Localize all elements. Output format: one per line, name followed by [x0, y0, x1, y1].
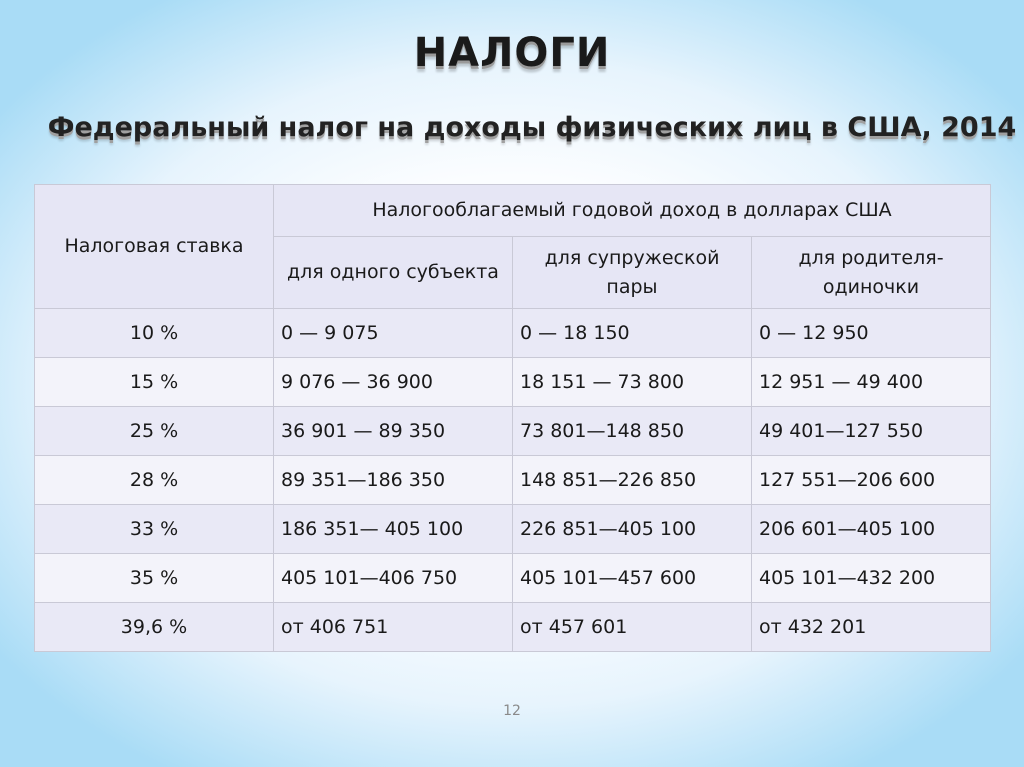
single-income-cell: 36 901 — 89 350: [274, 407, 513, 456]
rate-cell: 39,6 %: [35, 603, 274, 652]
single-income-cell: 0 — 9 075: [274, 309, 513, 358]
rate-cell: 25 %: [35, 407, 274, 456]
slide-subtitle: Федеральный налог на доходы физических лиц в США, 2014: [47, 112, 1017, 143]
married-income-cell: 0 — 18 150: [513, 309, 752, 358]
table-row: [35, 603, 991, 652]
single-parent-income-cell: 127 551—206 600: [752, 456, 991, 505]
table-row: [35, 554, 991, 603]
single-income-cell: 9 076 — 36 900: [274, 358, 513, 407]
rate-cell: 15 %: [35, 358, 274, 407]
single-income-cell: от 406 751: [274, 603, 513, 652]
rate-cell: 10 %: [35, 309, 274, 358]
single-parent-income-cell: 0 — 12 950: [752, 309, 991, 358]
single-parent-income-cell: 49 401—127 550: [752, 407, 991, 456]
table-row: [35, 358, 991, 407]
married-income-cell: 18 151 — 73 800: [513, 358, 752, 407]
rate-column-header: Налоговая ставка: [35, 185, 274, 309]
table-row: [35, 456, 991, 505]
rate-cell: 28 %: [35, 456, 274, 505]
table-row: [35, 505, 991, 554]
single-parent-income-cell: 12 951 — 49 400: [752, 358, 991, 407]
married-income-cell: 73 801—148 850: [513, 407, 752, 456]
income-column-header: Налогооблагаемый годовой доход в долларах США: [274, 185, 991, 237]
married-income-cell: 405 101—457 600: [513, 554, 752, 603]
single-parent-income-cell: от 432 201: [752, 603, 991, 652]
single-income-cell: 405 101—406 750: [274, 554, 513, 603]
rate-cell: 33 %: [35, 505, 274, 554]
column-header-single: для одного субъекта: [274, 237, 513, 309]
table-row: [35, 407, 991, 456]
married-income-cell: 226 851—405 100: [513, 505, 752, 554]
rate-cell: 35 %: [35, 554, 274, 603]
single-parent-income-cell: 405 101—432 200: [752, 554, 991, 603]
single-income-cell: 89 351—186 350: [274, 456, 513, 505]
column-header-single-parent: для родителя-одиночки: [752, 237, 991, 309]
married-income-cell: 148 851—226 850: [513, 456, 752, 505]
slide-title: НАЛОГИ: [413, 30, 611, 76]
tax-rate-table: [34, 184, 991, 652]
table-row: [35, 309, 991, 358]
page-number: 12: [503, 703, 521, 719]
single-income-cell: 186 351— 405 100: [274, 505, 513, 554]
column-header-married: для супружеской пары: [513, 237, 752, 309]
married-income-cell: от 457 601: [513, 603, 752, 652]
single-parent-income-cell: 206 601—405 100: [752, 505, 991, 554]
